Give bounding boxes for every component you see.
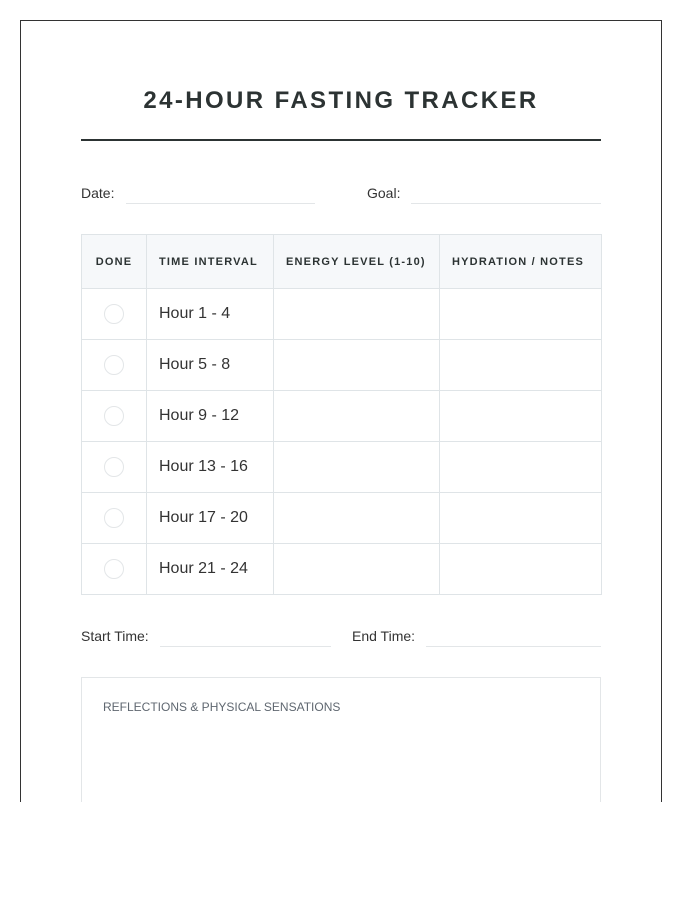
done-cell: [82, 544, 147, 595]
date-field[interactable]: [126, 203, 315, 204]
table-header: [82, 235, 602, 289]
done-checkbox[interactable]: [104, 457, 124, 477]
done-checkbox[interactable]: [104, 559, 124, 579]
done-checkbox[interactable]: [104, 406, 124, 426]
energy-level-cell[interactable]: [274, 340, 440, 391]
energy-level-cell[interactable]: [274, 493, 440, 544]
energy-level-cell[interactable]: [274, 544, 440, 595]
header-time-interval: TIME INTERVAL: [147, 235, 274, 289]
reflections-label: REFLECTIONS & PHYSICAL SENSATIONS: [103, 700, 341, 714]
done-cell: [82, 442, 147, 493]
table-row: [82, 544, 602, 595]
title-divider: [81, 139, 601, 141]
time-interval-cell: Hour 13 - 16: [147, 442, 274, 493]
reflections-box[interactable]: [81, 677, 601, 802]
start-time-field[interactable]: [160, 646, 331, 647]
done-cell: [82, 340, 147, 391]
done-cell: [82, 289, 147, 340]
tracker-page: [20, 20, 662, 802]
done-checkbox[interactable]: [104, 508, 124, 528]
hydration-notes-cell[interactable]: [440, 391, 602, 442]
energy-level-cell[interactable]: [274, 442, 440, 493]
energy-level-cell[interactable]: [274, 391, 440, 442]
hydration-notes-cell[interactable]: [440, 544, 602, 595]
done-checkbox[interactable]: [104, 355, 124, 375]
energy-level-cell[interactable]: [274, 289, 440, 340]
table-row: [82, 391, 602, 442]
time-interval-cell: Hour 9 - 12: [147, 391, 274, 442]
hydration-notes-cell[interactable]: [440, 442, 602, 493]
time-interval-cell: Hour 1 - 4: [147, 289, 274, 340]
tracker-table: [81, 234, 602, 595]
date-label: Date:: [81, 185, 115, 201]
time-interval-cell: Hour 21 - 24: [147, 544, 274, 595]
table-row: [82, 289, 602, 340]
header-done: DONE: [82, 235, 147, 289]
table-row: [82, 442, 602, 493]
table-row: [82, 493, 602, 544]
end-time-field[interactable]: [426, 646, 601, 647]
hydration-notes-cell[interactable]: [440, 289, 602, 340]
table-row: [82, 340, 602, 391]
time-interval-cell: Hour 17 - 20: [147, 493, 274, 544]
end-time-label: End Time:: [352, 628, 416, 644]
done-cell: [82, 391, 147, 442]
done-checkbox[interactable]: [104, 304, 124, 324]
page-title: 24-HOUR FASTING TRACKER: [143, 87, 539, 114]
hydration-notes-cell[interactable]: [440, 493, 602, 544]
goal-label: Goal:: [367, 185, 401, 201]
done-cell: [82, 493, 147, 544]
time-interval-cell: Hour 5 - 8: [147, 340, 274, 391]
header-hydration-notes: HYDRATION / NOTES: [440, 235, 602, 289]
goal-field[interactable]: [411, 203, 601, 204]
start-time-label: Start Time:: [81, 628, 149, 644]
hydration-notes-cell[interactable]: [440, 340, 602, 391]
header-energy-level: ENERGY LEVEL (1-10): [274, 235, 440, 289]
